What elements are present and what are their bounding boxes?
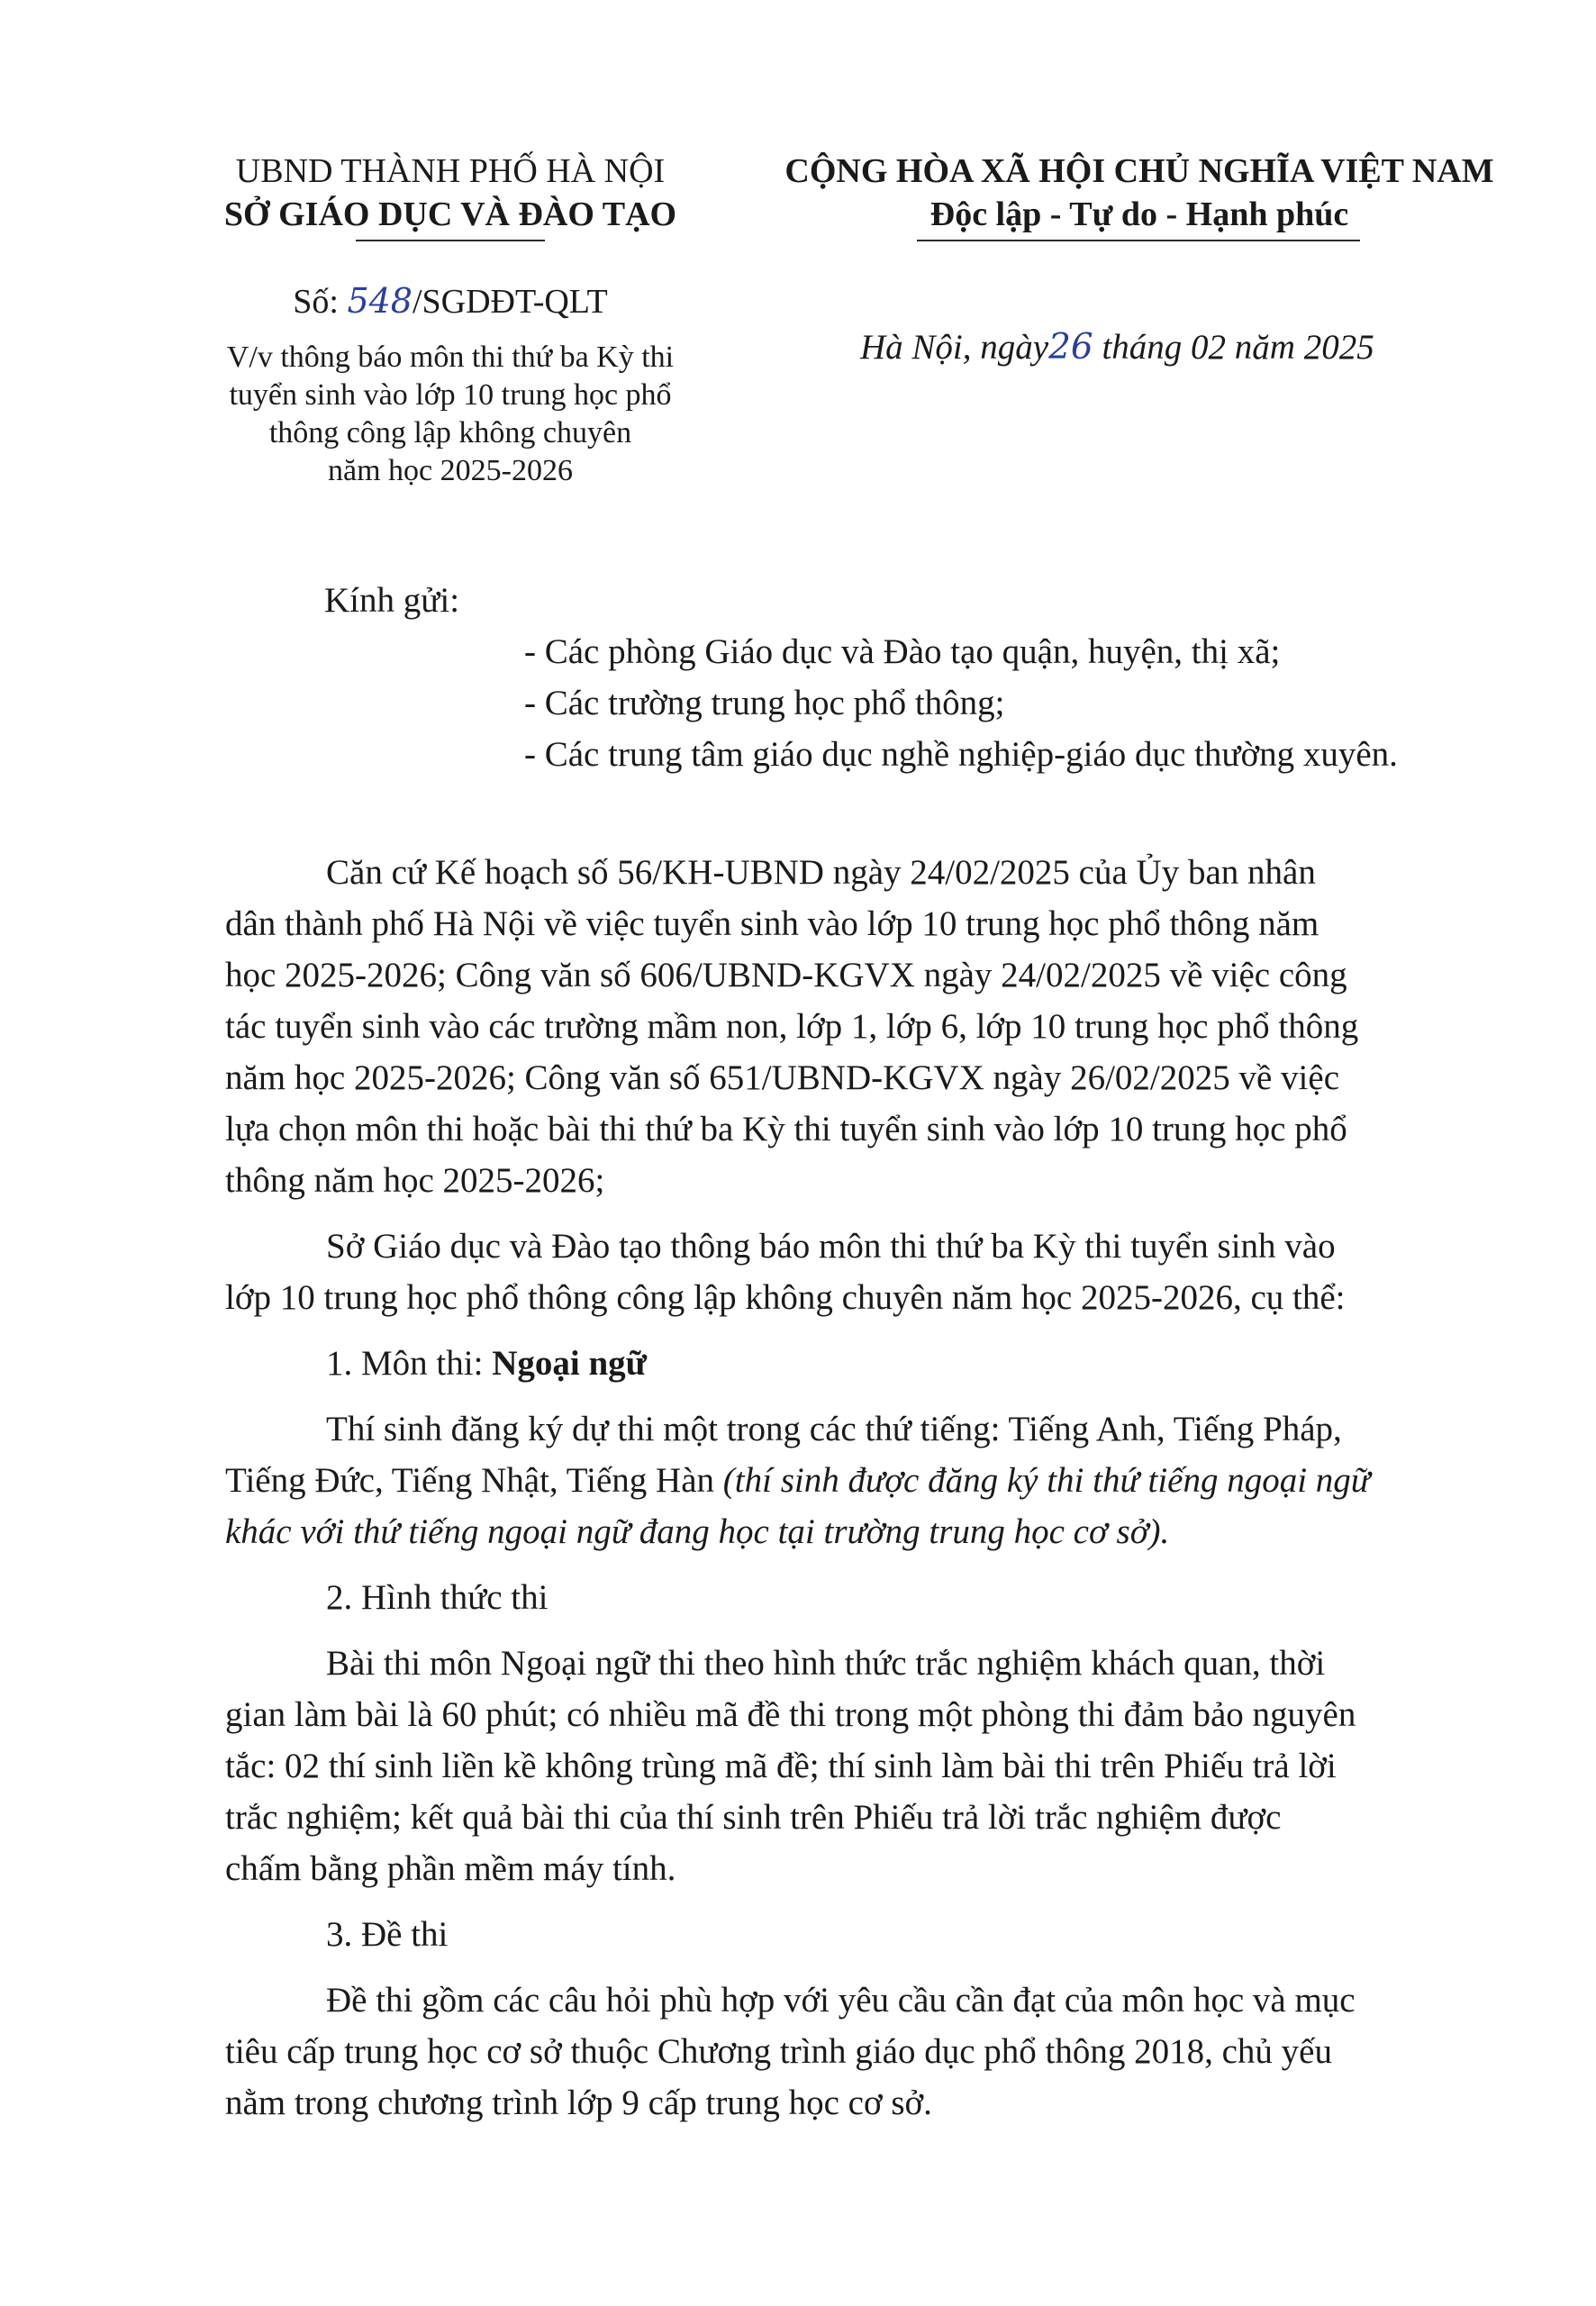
section-1-title (225, 1338, 1477, 1389)
section-2-content (225, 1638, 1477, 1894)
doc-no-suffix: /SGDĐT-QLT (412, 283, 608, 321)
recipient-item: - Các phòng Giáo dục và Đào tạo quận, huyện, thị xã; (524, 632, 1281, 671)
section-3-title: 3. Đề thi (326, 1915, 449, 1954)
body-line: nằm trong chương trình lớp 9 cấp trung học cơ sở. (225, 2084, 932, 2122)
body-line: năm học 2025-2026; Công văn số 651/UBND-KGVX ngày 26/02/2025 về việc (225, 1058, 1340, 1097)
issuing-authority (180, 150, 721, 236)
subject-line: năm học 2025-2026 (328, 454, 573, 487)
recipients-list (524, 626, 1398, 780)
body-line: gian làm bài là 60 phút; có nhiều mã đề thi trong một phòng thi đảm bảo nguyên (225, 1695, 1356, 1734)
body-line: chấm bằng phần mềm máy tính. (225, 1849, 676, 1888)
authority-line: UBND THÀNH PHỐ HÀ NỘI (235, 152, 666, 190)
body-line: Căn cứ Kế hoạch số 56/KH-UBND ngày 24/02/2025 của Ủy ban nhân (326, 853, 1316, 892)
section-1-subject: Ngoại ngữ (492, 1344, 648, 1383)
body-line: dân thành phố Hà Nội về việc tuyển sinh vào lớp 10 trung học phổ thông năm (225, 904, 1319, 943)
section-1-prefix: 1. Môn thi: (326, 1344, 493, 1383)
body-text: Tiếng Đức, Tiếng Nhật, Tiếng Hàn (225, 1461, 723, 1500)
body-line (225, 1455, 1477, 1506)
body-line: Sở Giáo dục và Đào tạo thông báo môn thi thứ ba Kỳ thi tuyển sinh vào (326, 1227, 1336, 1266)
document-date (860, 326, 1374, 369)
body-line: lớp 10 trung học phổ thông công lập không chuyên năm học 2025-2026, cụ thể: (225, 1278, 1346, 1317)
motto-line: Độc lập - Tự do - Hạnh phúc (929, 195, 1349, 233)
doc-no-prefix: Số: (293, 283, 348, 321)
body-line-italic: khác với thứ tiếng ngoại ngữ đang học tại trường trung học cơ sở). (225, 1512, 1170, 1551)
date-prefix: Hà Nội, ngày (860, 328, 1049, 367)
doc-no-handwritten: 548 (347, 281, 413, 321)
subject-line: tuyển sinh vào lớp 10 trung học phổ (229, 378, 672, 412)
section-2-title: 2. Hình thức thi (326, 1578, 549, 1617)
body-line: học 2025-2026; Công văn số 606/UBND-KGVX ngày 24/02/2025 về việc công (225, 956, 1347, 994)
body-line: tắc: 02 thí sinh liền kề không trùng mã đề; thí sinh làm bài thi trên Phiếu trả lời (225, 1747, 1337, 1785)
header-underline-left (356, 240, 545, 241)
recipient-item: - Các trung tâm giáo dục nghề nghiệp-giáo dục thường xuyên. (524, 735, 1398, 774)
national-title (752, 150, 1527, 236)
section-1-content (225, 1403, 1477, 1557)
date-suffix: tháng 02 năm 2025 (1093, 328, 1374, 367)
body-line: Thí sinh đăng ký dự thi một trong các thứ tiếng: Tiếng Anh, Tiếng Pháp, (326, 1410, 1342, 1448)
paragraph-legal-basis (225, 847, 1477, 1206)
subject-line: V/v thông báo môn thi thứ ba Kỳ thi (226, 340, 675, 374)
body-line: tác tuyển sinh vào các trường mầm non, lớp 1, lớp 6, lớp 10 trung học phổ thông (225, 1007, 1359, 1046)
header-underline-right (917, 240, 1360, 241)
paragraph-announcement (225, 1221, 1477, 1323)
republic-line: CỘNG HÒA XÃ HỘI CHỦ NGHĨA VIỆT NAM (784, 152, 1494, 190)
document-number (180, 279, 721, 323)
date-day-handwritten: 26 (1048, 327, 1093, 368)
body-line: lựa chọn môn thi hoặc bài thi thứ ba Kỳ thi tuyển sinh vào lớp 10 trung học phổ (225, 1110, 1347, 1148)
department-line: SỞ GIÁO DỤC VÀ ĐÀO TẠO (223, 195, 677, 233)
recipients-label: Kính gửi: (324, 581, 460, 620)
body-line: Đề thi gồm các câu hỏi phù hợp với yêu cầu cần đạt của môn học và mục (326, 1981, 1356, 2020)
section-3-content (225, 1975, 1477, 2129)
body-line: tiêu cấp trung học cơ sở thuộc Chương trình giáo dục phổ thông 2018, chủ yếu (225, 2032, 1332, 2071)
recipient-item: - Các trường trung học phổ thông; (524, 684, 1005, 722)
subject-line: thông công lập không chuyên (268, 416, 632, 449)
document-body (225, 847, 1477, 2129)
subject-block (180, 339, 721, 490)
body-line: thông năm học 2025-2026; (225, 1161, 605, 1200)
body-text-italic: (thí sinh được đăng ký thi thứ tiếng ngoại ngữ (722, 1461, 1371, 1500)
body-line: trắc nghiệm; kết quả bài thi của thí sinh trên Phiếu trả lời trắc nghiệm được (225, 1798, 1282, 1837)
body-line: Bài thi môn Ngoại ngữ thi theo hình thức trắc nghiệm khách quan, thời (326, 1644, 1326, 1683)
